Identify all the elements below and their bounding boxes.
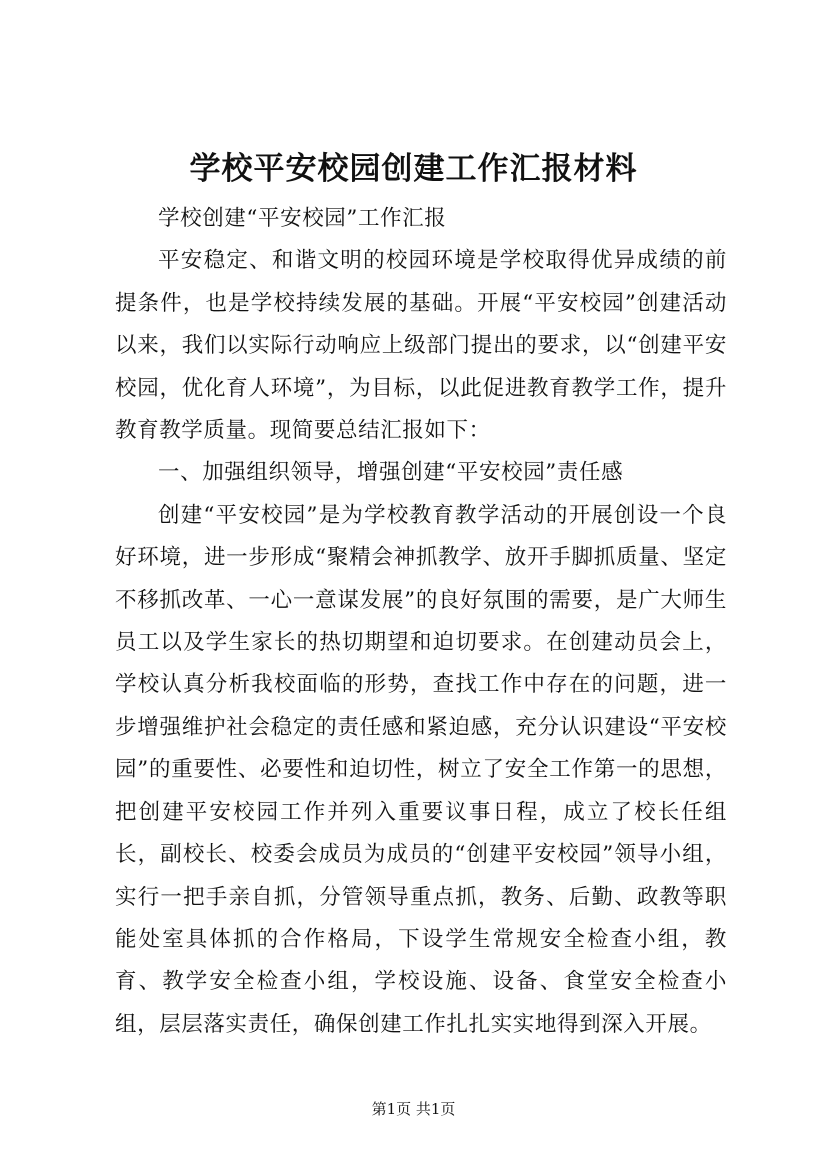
- section-paragraph: 创建“平安校园”是为学校教育教学活动的开展创设一个良好环境，进一步形成“聚精会神抓教学、放开手脚抓质量、坚定不移抓改革、一心一意谋发展”的良好氛围的需要，是广大师生员工以及学生家长的热切期望和迫切要求。在创建动员会上，学校认真分析我校面临的形势，查找工作中存在的问题，进一步增强维护社会稳定的责任感和紧迫感，充分认识建设“平安校园”的重要性、必要性和迫切性，树立了安全工作第一的思想，把创建平安校园工作并列入重要议事日程，成立了校长任组长，副校长、校委会成员为成员的“创建平安校园”领导小组，实行一把手亲自抓，分管领导重点抓，教务、后勤、政教等职能处室具体抓的合作格局，下设学生常规安全检查小组，教育、教学安全检查小组，学校设施、设备、食堂安全检查小组，层层落实责任，确保创建工作扎扎实实地得到深入开展。: [115, 502, 727, 1037]
- intro-paragraph: 平安稳定、和谐文明的校园环境是学校取得优异成绩的前提条件，也是学校持续发展的基础。开展“平安校园”创建活动以来，我们以实际行动响应上级部门提出的要求，以“创建平安校园，优化育人环境”，为目标，以此促进教育教学工作，提升教育教学质量。现简要总结汇报如下：: [115, 248, 727, 444]
- subtitle-paragraph: 学校创建“平安校园”工作汇报: [158, 206, 447, 231]
- section-heading: 一、加强组织领导，增强创建“平安校园”责任感: [158, 460, 624, 486]
- document-title: 学校平安校园创建工作汇报材料: [189, 151, 638, 187]
- page-number-footer: 第1页 共1页: [371, 1100, 456, 1118]
- document-body: [115, 198, 727, 1046]
